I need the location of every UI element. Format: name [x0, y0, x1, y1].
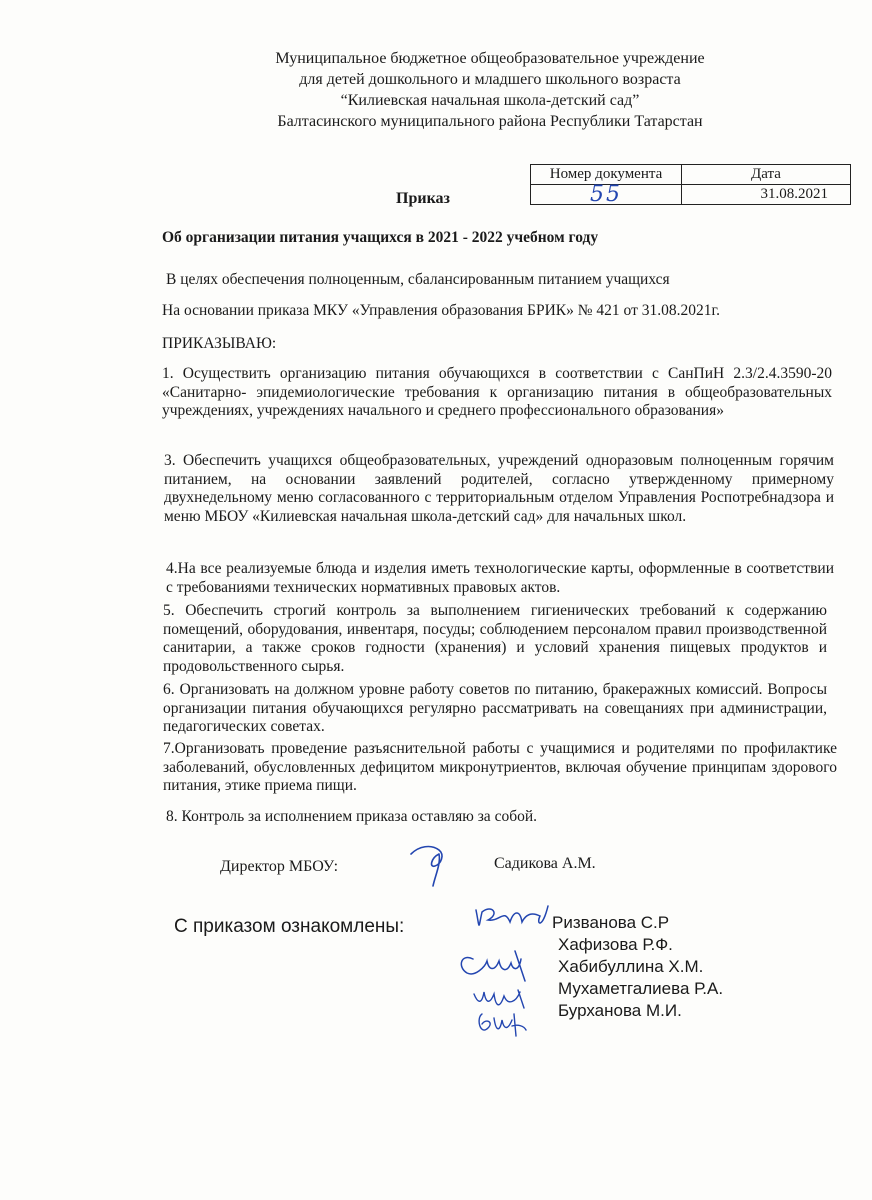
order-item-8: 8. Контроль за исполнением приказа оставляю за собой. [166, 808, 538, 825]
doc-date-value: 31.08.2021 [682, 185, 851, 205]
ack-name-1: Ризванова С.Р [552, 913, 670, 932]
director-signature-icon [405, 842, 465, 888]
institution-header [200, 48, 780, 132]
ack-name-2: Хафизова Р.Ф. [558, 935, 673, 954]
ack-name-5: Бурханова М.И. [558, 1001, 682, 1020]
order-title: Приказ [396, 190, 450, 207]
order-item-3: 3. Обеспечить учащихся общеобразовательных, учреждений одноразовым полноценным горячим питанием, на основании заявлений родителей, согласно утвержденному примерному двухнедельному меню согласованного с территориальным отделом Управления Роспотребнадзора и меню МБОУ «Килиевская начальная школа-детский сад» для начальных школ. [164, 452, 834, 525]
order-subject: Об организации питания учащихся в 2021 - 2022 учебном году [162, 229, 599, 246]
acknowledgement-names [552, 912, 723, 1022]
order-word: ПРИКАЗЫВАЮ: [162, 335, 277, 352]
doc-number-header: Номер документа [531, 165, 682, 185]
acknowledgement-label: С приказом ознакомлены: [174, 916, 405, 937]
order-item-7: 7.Организовать проведение разъяснительной работы с учащимися и родителями по профилактике заболеваний, обусловленных дефицитом микронутриентов, включая обучение принципам здорового питания, этике приема пищи. [163, 740, 837, 794]
doc-number-value: 55 [531, 185, 682, 205]
header-line-3: “Килиевская начальная школа-детский сад” [340, 92, 640, 109]
order-item-4: 4.На все реализуемые блюда и изделия иметь технологические карты, оформленные в соответствии с требованиями технических нормативных правовых актов. [166, 560, 834, 596]
basis-line: На основании приказа МКУ «Управления образования БРИК» № 421 от 31.08.2021г. [162, 302, 720, 319]
document-number-table [530, 164, 851, 205]
staff-signature-2-icon [455, 945, 539, 985]
header-line-4: Балтасинского муниципального района Республики Татарстан [277, 113, 703, 130]
order-item-1: 1. Осуществить организацию питания обучающихся в соответствии с СанПиН 2.3/2.4.3590-20 «Санитарно- эпидемиологические требования к организацию питания в общеобразовательных учреждениях, учреждениях начального и среднего профессионального образования» [162, 365, 832, 419]
director-title: Директор МБОУ: [220, 858, 339, 875]
director-name: Садикова А.М. [494, 855, 596, 872]
order-item-5: 5. Обеспечить строгий контроль за выполнением гигиенических требований к содержанию помещений, оборудования, инвентаря, посуды; соблюдением персоналом правил производственной санитарии, а также сроков годности (хранения) и условий хранения пищевых продуктов и продовольственного сырья. [163, 602, 827, 675]
order-item-6: 6. Организовать на должном уровне работу советов по питанию, бракеражных комиссий. Вопросы организации питания обучающихся регулярно рассматривать на совещаниях при администрации, педагогических советах. [163, 681, 827, 735]
purpose-line: В целях обеспечения полноценным, сбалансированным питанием учащихся [166, 271, 670, 288]
staff-signature-4-icon [472, 1008, 532, 1040]
staff-signature-1-icon [470, 900, 550, 936]
doc-date-header: Дата [682, 165, 851, 185]
ack-name-3: Хабибуллина Х.М. [558, 957, 704, 976]
header-line-1: Муниципальное бюджетное общеобразовательное учреждение [275, 50, 705, 67]
header-line-2: для детей дошкольного и младшего школьного возраста [299, 71, 681, 88]
ack-name-4: Мухаметгалиева Р.А. [558, 979, 724, 998]
